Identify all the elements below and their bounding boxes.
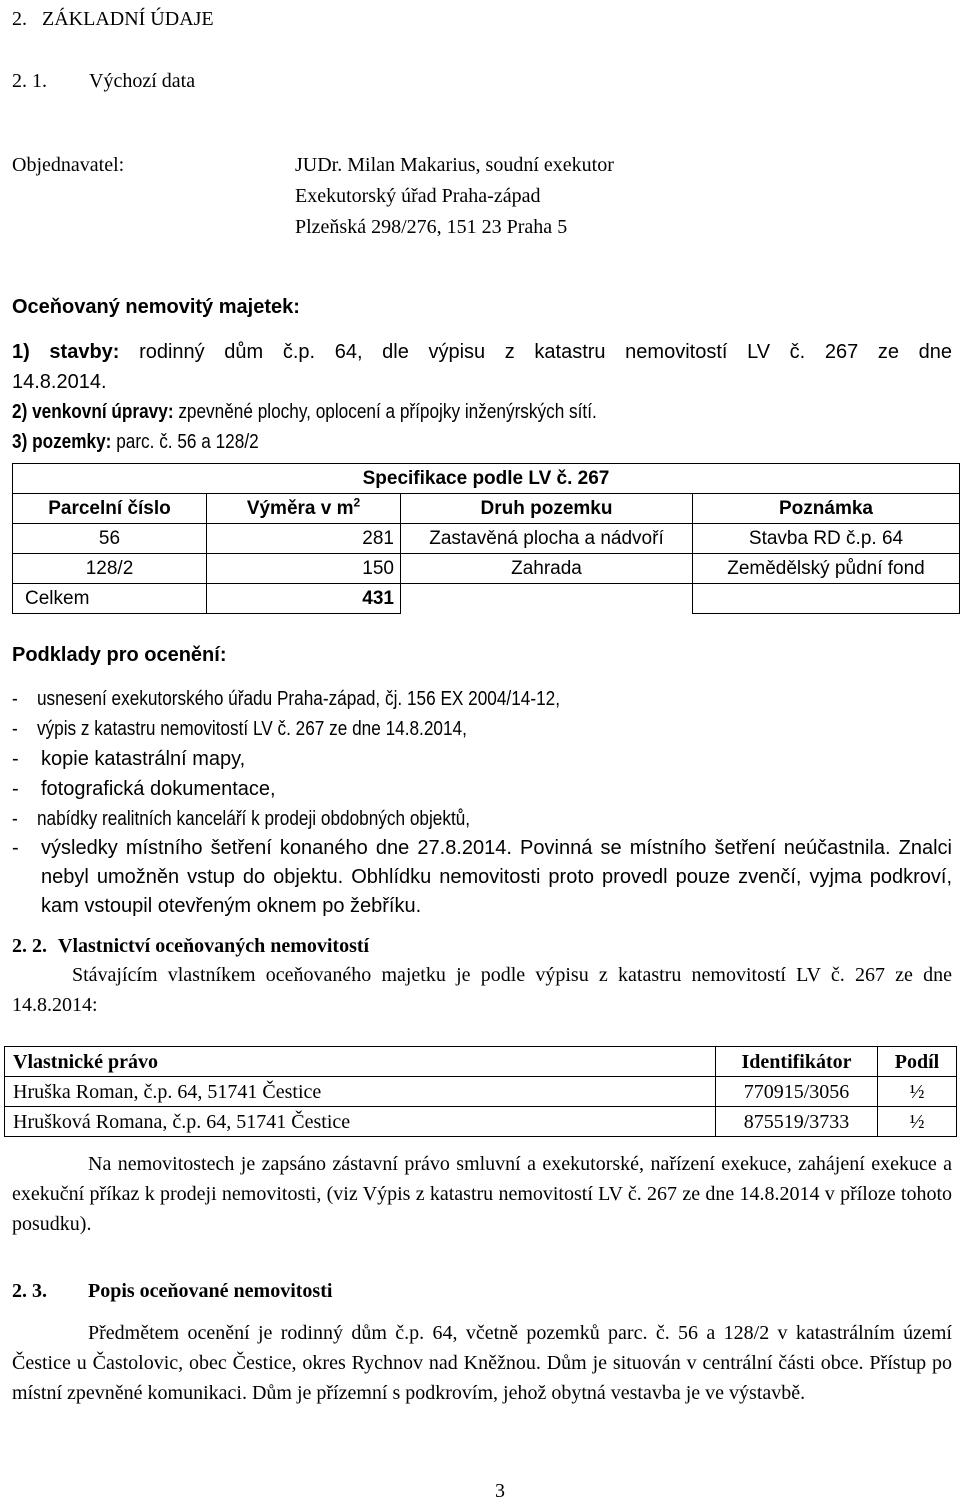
table-row (13, 554, 960, 584)
table-cell: Hruška Roman, č.p. 64, 51741 Čestice (5, 1077, 716, 1107)
column-header: Vlastnické právo (5, 1047, 716, 1077)
subsection-heading-2 (12, 931, 952, 961)
parcel-spec-table (12, 463, 960, 614)
table-cell: 128/2 (13, 554, 207, 584)
property-block (12, 292, 952, 457)
client-address (295, 150, 614, 243)
encumbrance-paragraph: Na nemovitostech je zapsáno zástavní právo smluvní a exekutorské, nařízení exekuce, zahájení exekuce a exekuční příkaz k prodeji nemovitosti, (viz Výpis z katastru nemovitostí LV č. 267 ze dne 14.8.2014 v příloze tohoto posudku). (12, 1153, 952, 1235)
column-header: Identifikátor (716, 1047, 878, 1077)
list-item: - výpis z katastru nemovitostí LV č. 267 ze dne 14.8.2014, (12, 714, 820, 744)
table-cell: 150 (207, 554, 401, 584)
item-text: zpevněné plochy, oplocení a přípojky inženýrských sítí. (173, 401, 597, 423)
table-header-row (5, 1047, 957, 1077)
total-label: Celkem (13, 584, 207, 614)
subsection-title: Popis oceňované nemovitosti (88, 1280, 333, 1302)
subsection-number: 2. 1. (12, 70, 47, 92)
list-item: - fotografická dokumentace, (12, 774, 952, 804)
table-cell: 281 (207, 524, 401, 554)
table-title: Specifikace podle LV č. 267 (13, 464, 960, 494)
superscript: 2 (353, 495, 361, 510)
property-item-3 (12, 427, 820, 457)
column-header: Výměra v $m^2$ (207, 494, 401, 524)
table-header-row (13, 494, 960, 524)
section-title: ZÁKLADNÍ ÚDAJE (42, 8, 214, 30)
table-cell: Zemědělský půdní fond (693, 554, 960, 584)
list-item: - usnesení exekutorského úřadu Praha-západ, čj. 156 EX 2004/14-12, (12, 684, 820, 714)
client-line: Plzeňská 298/276, 151 23 Praha 5 (295, 216, 568, 238)
subsection-heading-1 (12, 66, 952, 96)
empty-cell (401, 584, 693, 614)
table-cell: 770915/3056 (716, 1077, 878, 1107)
table-cell: ½ (878, 1077, 957, 1107)
property-item-2 (12, 397, 820, 427)
subsection-title: Výchozí data (89, 70, 196, 92)
table-row (5, 1077, 957, 1107)
table-cell: 56 (13, 524, 207, 554)
item-text: rodinný dům č.p. 64, dle výpisu z katastru nemovitostí LV č. 267 ze dne (119, 341, 952, 363)
table-total-row (13, 584, 960, 614)
subsection-heading-3 (12, 1276, 952, 1306)
list-item: - kopie katastrální mapy, (12, 744, 952, 774)
column-header: Poznámka (693, 494, 960, 524)
table-cell: ½ (878, 1107, 957, 1137)
empty-cell (693, 584, 960, 614)
item-text: parc. č. 56 a 128/2 (111, 431, 259, 453)
basis-block (12, 640, 952, 921)
item-label: 2) venkovní úpravy: (12, 401, 174, 423)
table-cell: Hrušková Romana, č.p. 64, 51741 Čestice (5, 1107, 716, 1137)
client-block (12, 150, 952, 238)
property-heading: Oceňovaný nemovitý majetek: (12, 296, 300, 318)
table-cell: Zastavěná plocha a nádvoří (401, 524, 693, 554)
description-paragraph: Předmětem ocenění je rodinný dům č.p. 64, včetně pozemků parc. č. 56 a 128/2 v katastrálním území Čestice u Častolovic, obec Čestice, okres Rychnov nad Kněžnou. Dům je situován v centrální části obce. Přístup po místní zpevněné komunikaci. Dům je přízemní s podkrovím, jehož obytná vestavba je ve výstavbě. (12, 1322, 952, 1404)
column-header: Druh pozemku (401, 494, 693, 524)
list-item: - nabídky realitních kanceláří k prodeji obdobných objektů, (12, 804, 820, 834)
item-label: 1) stavby: (12, 341, 120, 363)
basis-list (12, 684, 952, 921)
ownership-intro: Stávajícím vlastníkem oceňovaného majetku je podle výpisu z katastru nemovitostí LV č. 267 ze dne 14.8.2014: (12, 964, 952, 1016)
table-cell: Stavba RD č.p. 64 (693, 524, 960, 554)
ownership-table (4, 1046, 957, 1137)
column-header: Parcelní číslo (13, 494, 207, 524)
client-line: JUDr. Milan Makarius, soudní exekutor (295, 154, 614, 176)
section-number: 2. (12, 8, 27, 30)
property-item-1 (12, 337, 952, 367)
subsection-number: 2. 2. (12, 935, 47, 957)
table-row (13, 524, 960, 554)
basis-heading: Podklady pro ocenění: (12, 644, 227, 666)
client-line: Exekutorský úřad Praha-západ (295, 185, 541, 207)
total-value: 431 (207, 584, 401, 614)
item-label: 3) pozemky: (12, 431, 112, 453)
property-item-1-cont: 14.8.2014. (12, 371, 107, 393)
subsection-number: 2. 3. (12, 1280, 47, 1302)
table-title-row (13, 464, 960, 494)
section-heading (12, 4, 952, 34)
list-item: - výsledky místního šetření konaného dne 27.8.2014. Povinná se místního šetření neúčastnila. Znalci nebyl umožněn vstup do objektu. Obhlídku nemovitosti proto provedl pouze zvenčí, vyjma podkroví, kam vstoupil otevřeným oknem po žebříku. (12, 834, 952, 921)
client-label: Objednavatel: (12, 154, 125, 176)
table-cell: 875519/3733 (716, 1107, 878, 1137)
subsection-title: Vlastnictví oceňovaných nemovitostí (58, 935, 370, 957)
page-number: 3 (495, 1480, 505, 1502)
table-row (5, 1107, 957, 1137)
column-header: Podíl (878, 1047, 957, 1077)
table-cell: Zahrada (401, 554, 693, 584)
